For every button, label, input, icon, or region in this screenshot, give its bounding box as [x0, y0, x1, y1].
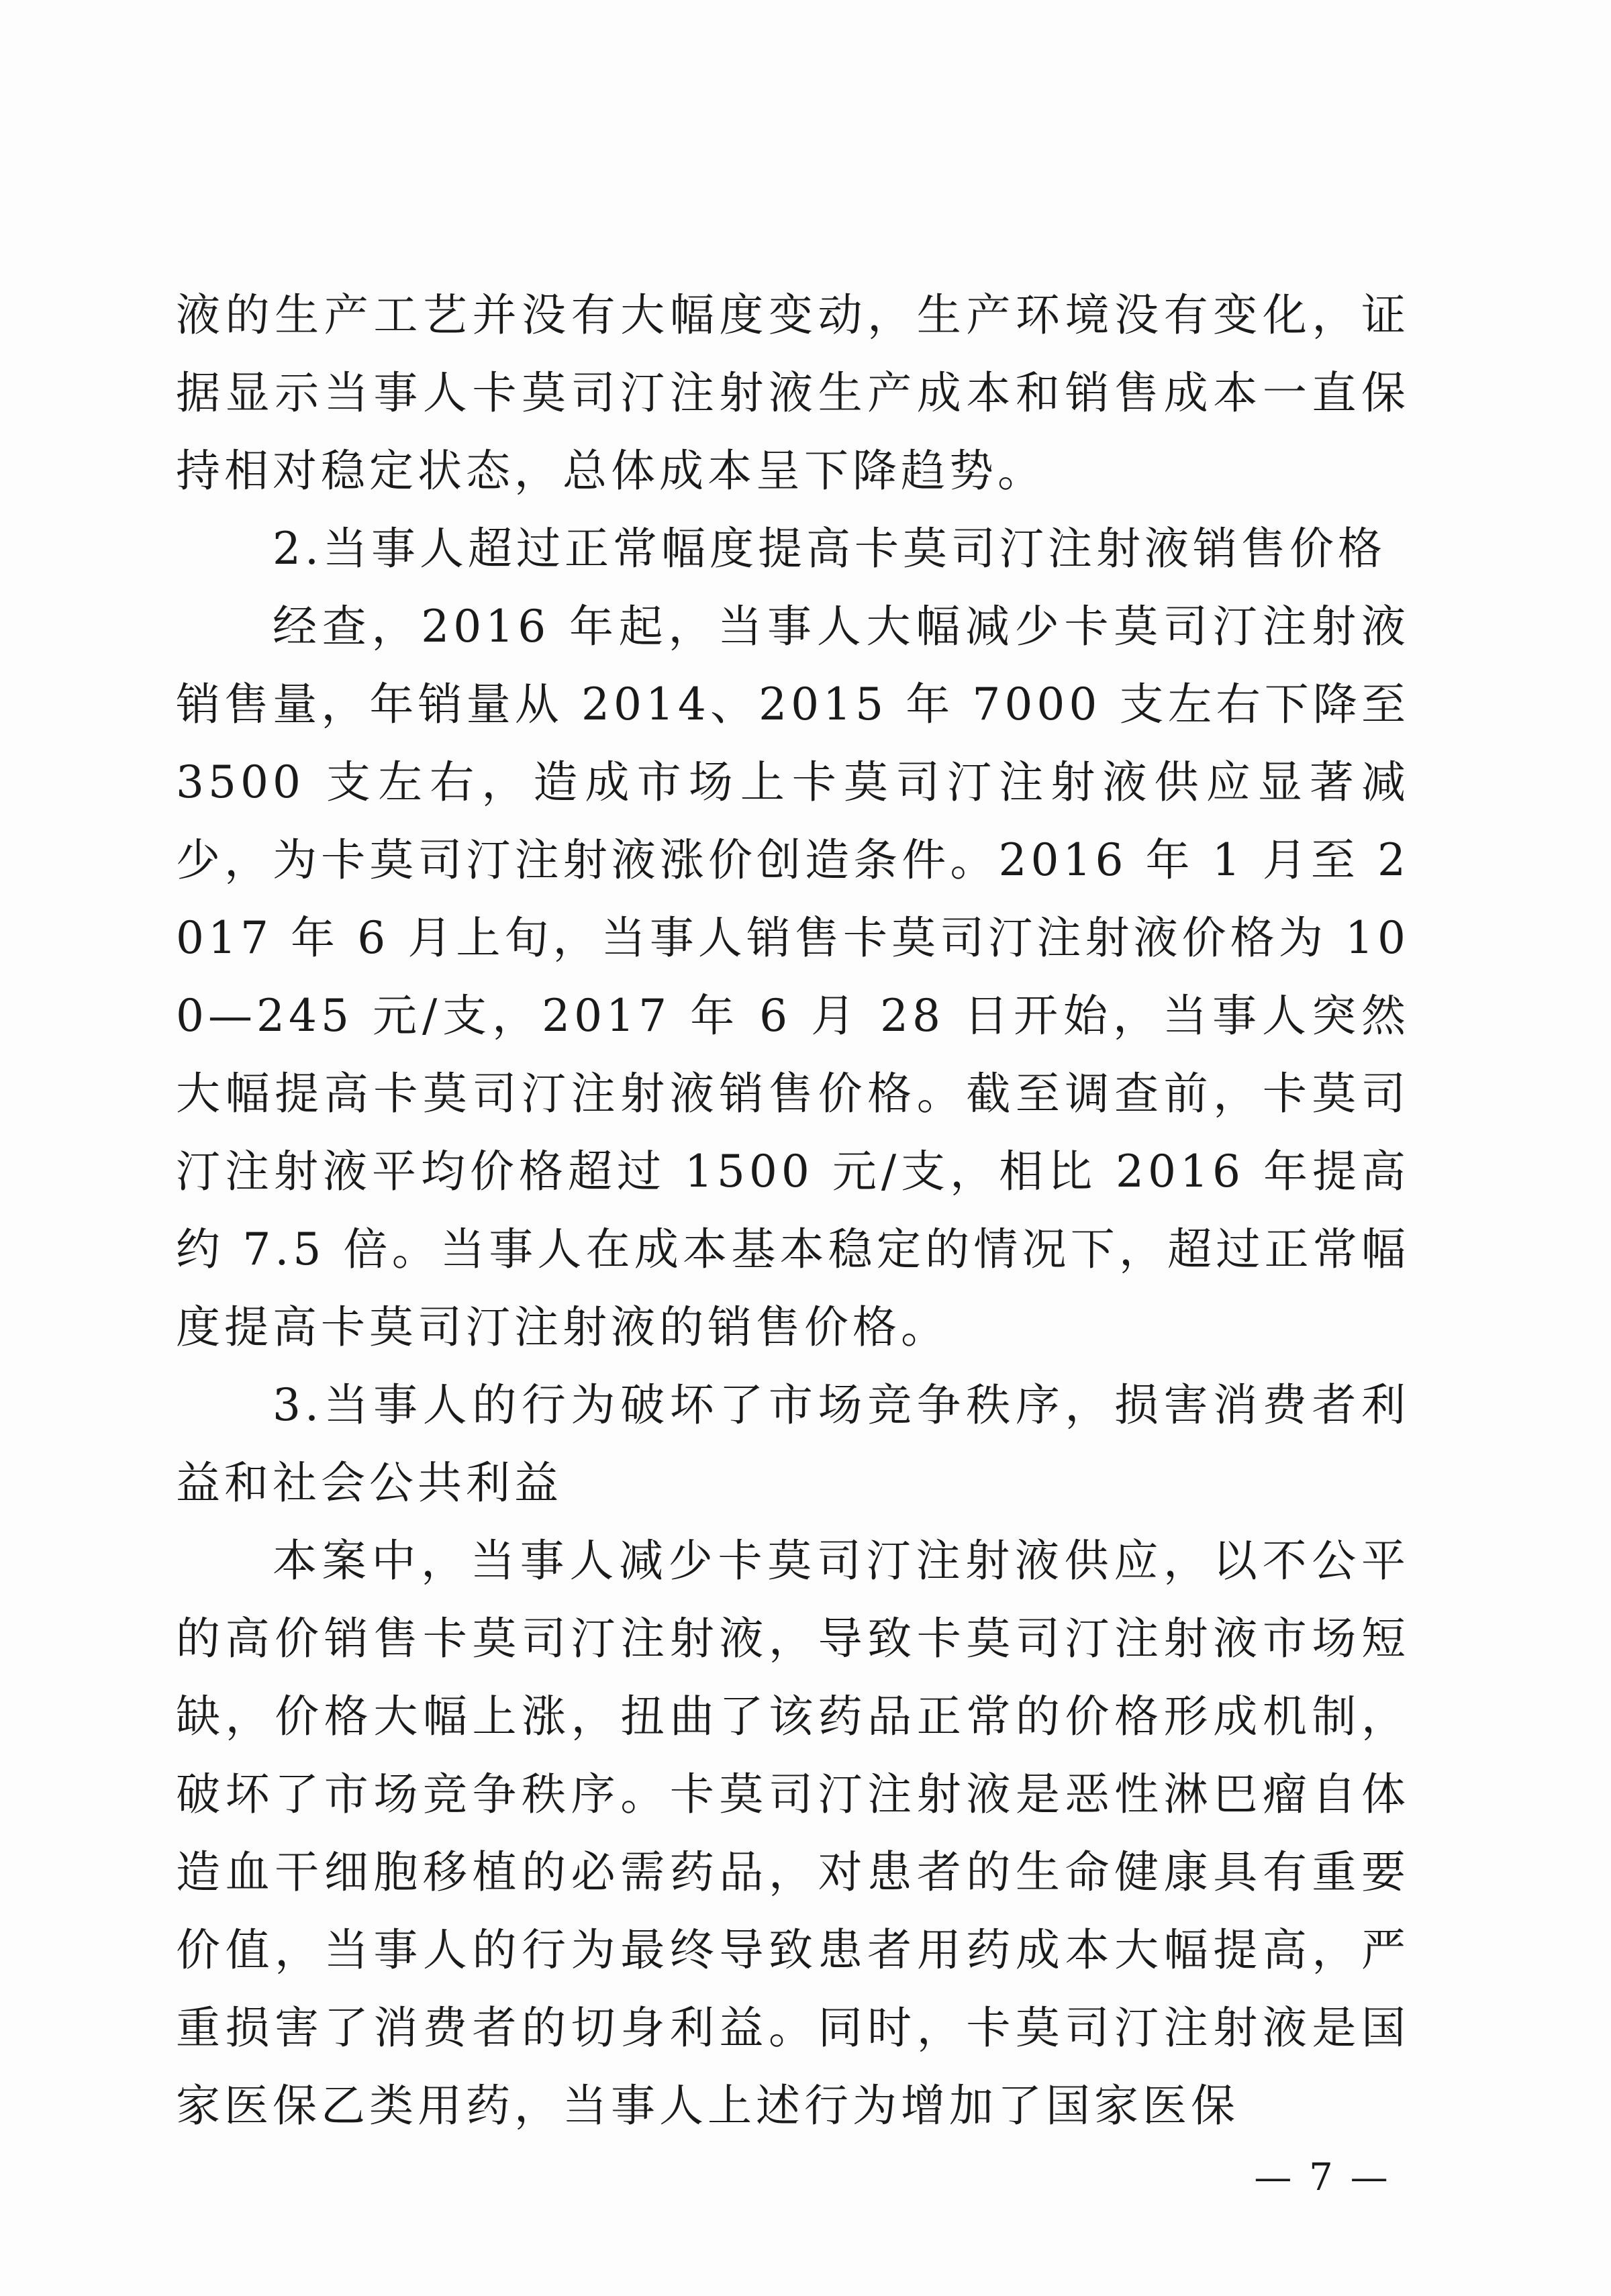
paragraph-price-increase-findings: 经查，2016 年起，当事人大幅减少卡莫司汀注射液销售量，年销量从 2014、2015 年 7000 支左右下降至 3500 支左右，造成市场上卡莫司汀注射液供应显著减少，为卡莫司汀注射液涨价创造条件。2016 年 1 月至 2017 年 6 月上旬，当事人销售卡莫司汀注射液价格为 100—245 元/支，2017 年 6 月 28 日开始，当事人突然大幅提高卡莫司汀注射液销售价格。截至调查前，卡莫司汀注射液平均价格超过 1500 元/支，相比 2016 年提高约 7.5 倍。当事人在成本基本稳定的情况下，超过正常幅度提高卡莫司汀注射液的销售价格。	[176, 601, 1410, 1353]
section-heading-price-increase: 2.当事人超过正常幅度提高卡莫司汀注射液销售价格	[273, 523, 1386, 575]
document-body	[176, 277, 1410, 2145]
section-heading-market-harm: 3.当事人的行为破坏了市场竞争秩序，损害消费者利益和社会公共利益	[176, 1379, 1410, 1509]
paragraph-market-harm-findings: 本案中，当事人减少卡莫司汀注射液供应，以不公平的高价销售卡莫司汀注射液，导致卡莫司汀注射液市场短缺，价格大幅上涨，扭曲了该药品正常的价格形成机制，破坏了市场竞争秩序。卡莫司汀注射液是恶性淋巴瘤自体造血干细胞移植的必需药品，对患者的生命健康具有重要价值，当事人的行为最终导致患者用药成本大幅提高，严重损害了消费者的切身利益。同时，卡莫司汀注射液是国家医保乙类用药，当事人上述行为增加了国家医保	[176, 1535, 1410, 2132]
page-number: — 7 —	[1254, 2156, 1391, 2199]
paragraph-cost-stability: 液的生产工艺并没有大幅度变动，生产环境没有变化，证据显示当事人卡莫司汀注射液生产成本和销售成本一直保持相对稳定状态，总体成本呈下降趋势。	[176, 289, 1410, 497]
